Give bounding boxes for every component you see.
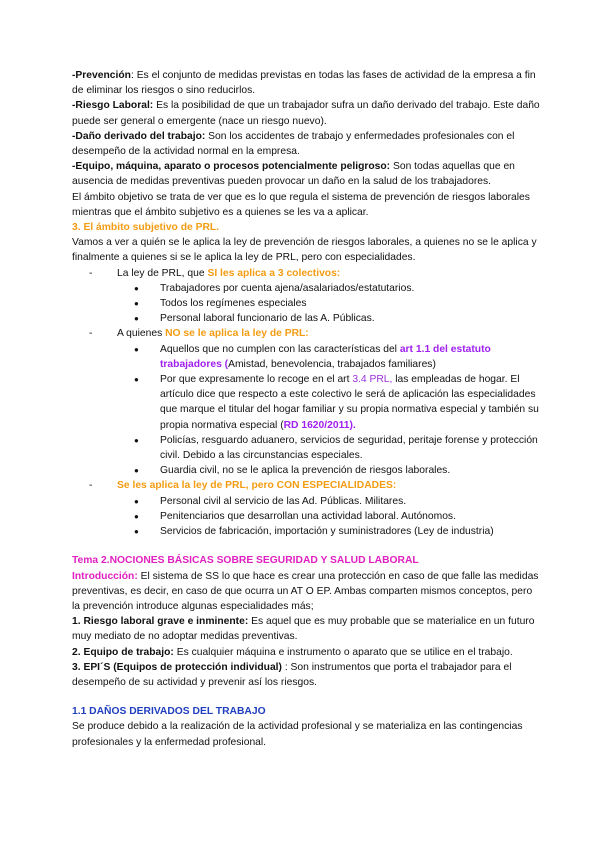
list-item: ● Guardia civil, no se le aplica la prevención de riesgos laborales. (134, 463, 540, 478)
list-item: ● Penitenciarios que desarrollan una actividad laboral. Autónomos. (134, 509, 540, 524)
list-item: ● Por que expresamente lo recoge en el art 3.4 PRL, las empleadas de hogar. El artículo dice que respecto a este colectivo le será de aplicación las especialidades que marque el titular del hogar familiar y su propia normativa especial y también su propia normativa especial (RD 1620/2011). (134, 372, 540, 433)
concept-epis: 3. EPI´S (Equipos de protección individual) : Son instrumentos que porta el trabajador para el desempeño de su actividad y prevenir así los riesgos. (72, 661, 512, 688)
groups-list (72, 266, 540, 540)
tema2-title: Tema 2.NOCIONES BÁSICAS SOBRE SEGURIDAD Y SALUD LABORAL (72, 555, 419, 567)
group-no-aplica: - A quienes NO se le aplica la ley de PRL: ● Aquellos que no cumplen con las características del art 1.1 del estatuto trabajadores (Amistad, benevolencia, trabajados familiares) ● Por que expresamente lo recoge en el art 3.4 PRL, las empleadas de hogar. El artículo dice que respecto a este colectivo le será de aplicación las especialidades que marque el titular del hogar familiar y su propia normativa especial y también su propia normativa especial (RD 1620/2011). ● Policías, resguardo aduanero, servicios de seguridad, peritaje forense y protección civil. Debido a las circunstancias especiales. ● Guardia civil, no se le aplica la prevención de riesgos laborales. (89, 326, 540, 478)
ambito-intro: El ámbito objetivo se trata de ver que es lo que regula el sistema de prevención de riesgos laborales mientras que el ámbito subjetivo es a quienes se les va a aplicar. (72, 191, 530, 218)
list-item: ● Policías, resguardo aduanero, servicios de seguridad, peritaje forense y protección civil. Debido a las circunstancias especiales. (134, 433, 540, 463)
section3-intro: Vamos a ver a quién se le aplica la ley de prevención de riesgos laborales, a quienes no se le aplica y finalmente a quienes si se le aplica la ley de PRL, pero con especialidades. (72, 237, 537, 264)
def-term: -Prevención (72, 70, 131, 81)
def-prevencion: -Prevención: Es el conjunto de medidas previstas en todas las fases de actividad de la empresa a fin de eliminar los riesgos o sino reducirlos. (72, 70, 536, 97)
list-item: ● Personal laboral funcionario de las A. Públicas. (134, 311, 540, 326)
def-riesgo-laboral: -Riesgo Laboral: Es la posibilidad de que un trabajador sufra un daño derivado del trabajo. Este daño puede ser general o emergente (nace un riesgo nuevo). (72, 100, 540, 127)
especialidades-list (117, 494, 540, 540)
def-equipo-peligroso: -Equipo, máquina, aparato o procesos potencialmente peligroso: Son todas aquellas que en ausencia de medidas preventivas pueden provocar un daño en la salud de los trabajadores. (72, 161, 515, 188)
def-dano-derivado: -Daño derivado del trabajo: Son los accidentes de trabajo y enfermedades profesionales con el desempeño de la actividad normal en la empresa. (72, 130, 515, 158)
list-item: ● Servicios de fabricación, importación y suministradores (Ley de industria) (134, 524, 540, 539)
list-item: ● Personal civil al servicio de las Ad. Públicas. Militares. (134, 494, 540, 509)
def-term: -Equipo, máquina, aparato o procesos potencialmente peligroso: (72, 161, 391, 173)
si-aplica-list (117, 281, 540, 327)
list-item: ● Trabajadores por cuenta ajena/asalariados/estatutarios. (134, 281, 540, 296)
group-si-aplica: - La ley de PRL, que SI les aplica a 3 colectivos: ● Trabajadores por cuenta ajena/asalariados/estatutarios. ● Todos los regímenes especiales ● Personal laboral funcionario de las A. Públicas. (89, 266, 540, 327)
tema2-intro: Introducción: El sistema de SS lo que hace es crear una protección en caso de que falle las medidas preventivas, es decir, en caso de que ocurra un AT O EP. Ambas comparten mismos conceptos, pero la prevención introduce algunas especialidades más; (72, 570, 539, 612)
def-term: -Riesgo Laboral: (72, 100, 154, 112)
no-aplica-list (117, 342, 540, 479)
section11-text: Se produce debido a la realización de la actividad profesional y se materializa en las contingencias profesionales y la enfermedad profesional. (72, 721, 523, 748)
concept-equipo-trabajo: 2. Equipo de trabajo: Es cualquier máquina e instrumento o aparato que se utilice en el trabajo. (72, 646, 513, 658)
list-item: ● Todos los regímenes especiales (134, 296, 540, 311)
group-especialidades: - Se les aplica la ley de PRL, pero CON ESPECIALIDADES: ● Personal civil al servicio de las Ad. Públicas. Militares. ● Penitenciarios que desarrollan una actividad laboral. Autónomos. ● Servicios de fabricación, importación y suministradores (Ley de industria) (89, 478, 540, 539)
section11-title: 1.1 DAÑOS DERIVADOS DEL TRABAJO (72, 706, 266, 718)
section3-title: 3. El ámbito subjetivo de PRL. (72, 222, 220, 234)
list-item: ● Aquellos que no cumplen con las características del art 1.1 del estatuto trabajadores (Amistad, benevolencia, trabajados familiares) (134, 342, 540, 372)
def-term: -Daño derivado del trabajo: (72, 130, 206, 142)
concept-riesgo-grave: 1. Riesgo laboral grave e inminente: Es aquel que es muy probable que se materialice en un futuro muy mediato de no adoptar medidas preventivas. (72, 616, 535, 643)
